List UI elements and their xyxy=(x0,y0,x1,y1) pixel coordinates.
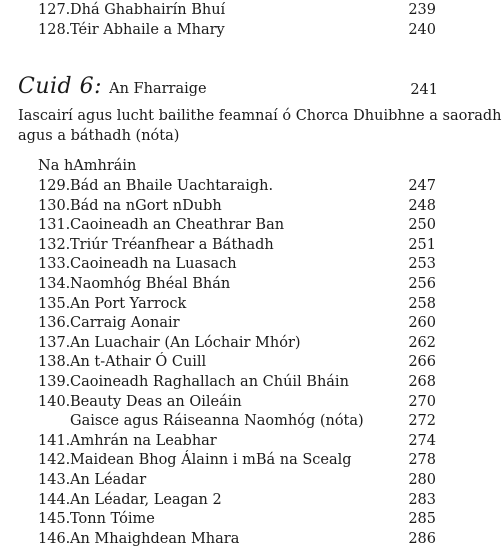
section-label: Cuid 6: xyxy=(18,74,103,99)
entry-page: 274 xyxy=(408,432,436,449)
toc-entry xyxy=(0,215,450,235)
entry-number: 128. xyxy=(38,22,71,38)
toc-entry xyxy=(0,274,450,294)
toc-entry xyxy=(0,529,450,549)
toc-entry xyxy=(0,352,450,372)
toc-entry xyxy=(0,333,450,353)
entry-page: 258 xyxy=(408,295,436,312)
toc-entry xyxy=(0,196,450,216)
toc-entry xyxy=(0,509,450,529)
toc-entry xyxy=(0,431,450,451)
entry-page: 270 xyxy=(408,393,436,410)
entry-number: 146. xyxy=(38,530,71,547)
entry-page: 260 xyxy=(408,315,436,332)
toc-entry xyxy=(0,0,450,20)
entry-number: 132. xyxy=(38,236,71,253)
entry-number: 145. xyxy=(38,511,71,528)
entry-page: 251 xyxy=(408,236,436,253)
entry-number: 139. xyxy=(38,374,71,390)
entry-title: Bád an Bhaile Uachtaraigh. xyxy=(70,178,274,194)
entry-number: 131. xyxy=(38,217,71,234)
entry-title: Beauty Deas an Oileáin xyxy=(70,393,242,410)
entry-page: 283 xyxy=(408,491,436,508)
entry-page: 266 xyxy=(408,354,436,371)
entry-number: 133. xyxy=(38,256,71,273)
entry-title: Gaisce agus Ráiseanna Naomhóg (nóta) xyxy=(70,413,364,430)
entry-page: 248 xyxy=(408,197,436,214)
toc-entry xyxy=(0,450,450,470)
toc-entry xyxy=(0,392,450,412)
entry-number: 140. xyxy=(38,393,71,410)
entry-title: Naomhóg Bhéal Bhán xyxy=(70,276,231,292)
toc-entry xyxy=(0,490,450,510)
entry-title: Caoineadh Raghallach an Chúil Bháin xyxy=(70,374,349,390)
entry-title: An Léadar, Leagan 2 xyxy=(70,491,222,508)
entry-page: 272 xyxy=(408,413,436,430)
entry-title: An Luachair (An Lóchair Mhór) xyxy=(70,334,301,351)
entry-title: An Mhaighdean Mhara xyxy=(70,530,240,547)
toc-entry xyxy=(0,313,450,333)
entry-title: Tonn Tóime xyxy=(70,511,155,528)
entry-title: Amhrán na Leabhar xyxy=(70,432,217,449)
entry-title: Téir Abhaile a Mhary xyxy=(70,22,225,38)
section-page: 241 xyxy=(410,82,438,98)
entry-number: 143. xyxy=(38,472,71,488)
toc-entry xyxy=(0,411,450,431)
entry-number: 135. xyxy=(38,295,71,312)
toc-entry xyxy=(0,176,450,196)
toc-entry xyxy=(0,372,450,392)
toc-entry xyxy=(0,470,450,490)
toc-entry xyxy=(0,20,450,40)
entry-title: Bád na nGort nDubh xyxy=(70,197,222,214)
intro-line: Iascairí agus lucht bailithe feamnaí ó Chorca Dhuibhne a saoradh xyxy=(18,108,502,124)
entry-title: An Léadar xyxy=(70,472,147,488)
entry-title: Dhá Ghabhairín Bhuí xyxy=(70,2,226,18)
entry-page: 268 xyxy=(408,374,436,390)
entry-page: 285 xyxy=(408,511,436,528)
entry-page: 278 xyxy=(408,452,436,469)
entry-page: 286 xyxy=(408,530,436,547)
entry-page: 280 xyxy=(408,472,436,488)
section-heading xyxy=(18,74,438,102)
entry-number: 129. xyxy=(38,178,71,194)
subheading: Na hAmhráin xyxy=(38,158,137,174)
entry-page: 239 xyxy=(408,2,436,18)
entry-number: 136. xyxy=(38,315,71,332)
entry-page: 256 xyxy=(408,276,436,292)
entry-page: 250 xyxy=(408,217,436,234)
entry-number: 144. xyxy=(38,491,71,508)
entry-title: Carraig Aonair xyxy=(70,315,180,332)
entry-page: 253 xyxy=(408,256,436,273)
entry-number: 141. xyxy=(38,432,71,449)
entry-number: 130. xyxy=(38,197,71,214)
entry-title: Maidean Bhog Álainn i mBá na Scealg xyxy=(70,452,352,469)
toc-entry xyxy=(0,294,450,314)
entry-page: 240 xyxy=(408,22,436,38)
entry-number: 142. xyxy=(38,452,71,469)
entry-title: An Port Yarrock xyxy=(70,295,187,312)
entry-title: Triúr Tréanfhear a Báthadh xyxy=(70,236,274,253)
entry-title: Caoineadh an Cheathrar Ban xyxy=(70,217,285,234)
section-title: An Fharraige xyxy=(109,81,207,97)
entry-title: An t-Athair Ó Cuill xyxy=(70,354,207,371)
entry-page: 247 xyxy=(408,178,436,194)
entry-number: 138. xyxy=(38,354,71,371)
entry-title: Caoineadh na Luasach xyxy=(70,256,237,273)
entry-number: 137. xyxy=(38,334,71,351)
intro-line: agus a báthadh (nóta) xyxy=(18,128,180,144)
toc-entry xyxy=(0,235,450,255)
entry-page: 262 xyxy=(408,334,436,351)
entry-number: 127. xyxy=(38,2,71,18)
toc-entry xyxy=(0,254,450,274)
entry-number: 134. xyxy=(38,276,71,292)
intro-paragraph xyxy=(18,106,502,146)
